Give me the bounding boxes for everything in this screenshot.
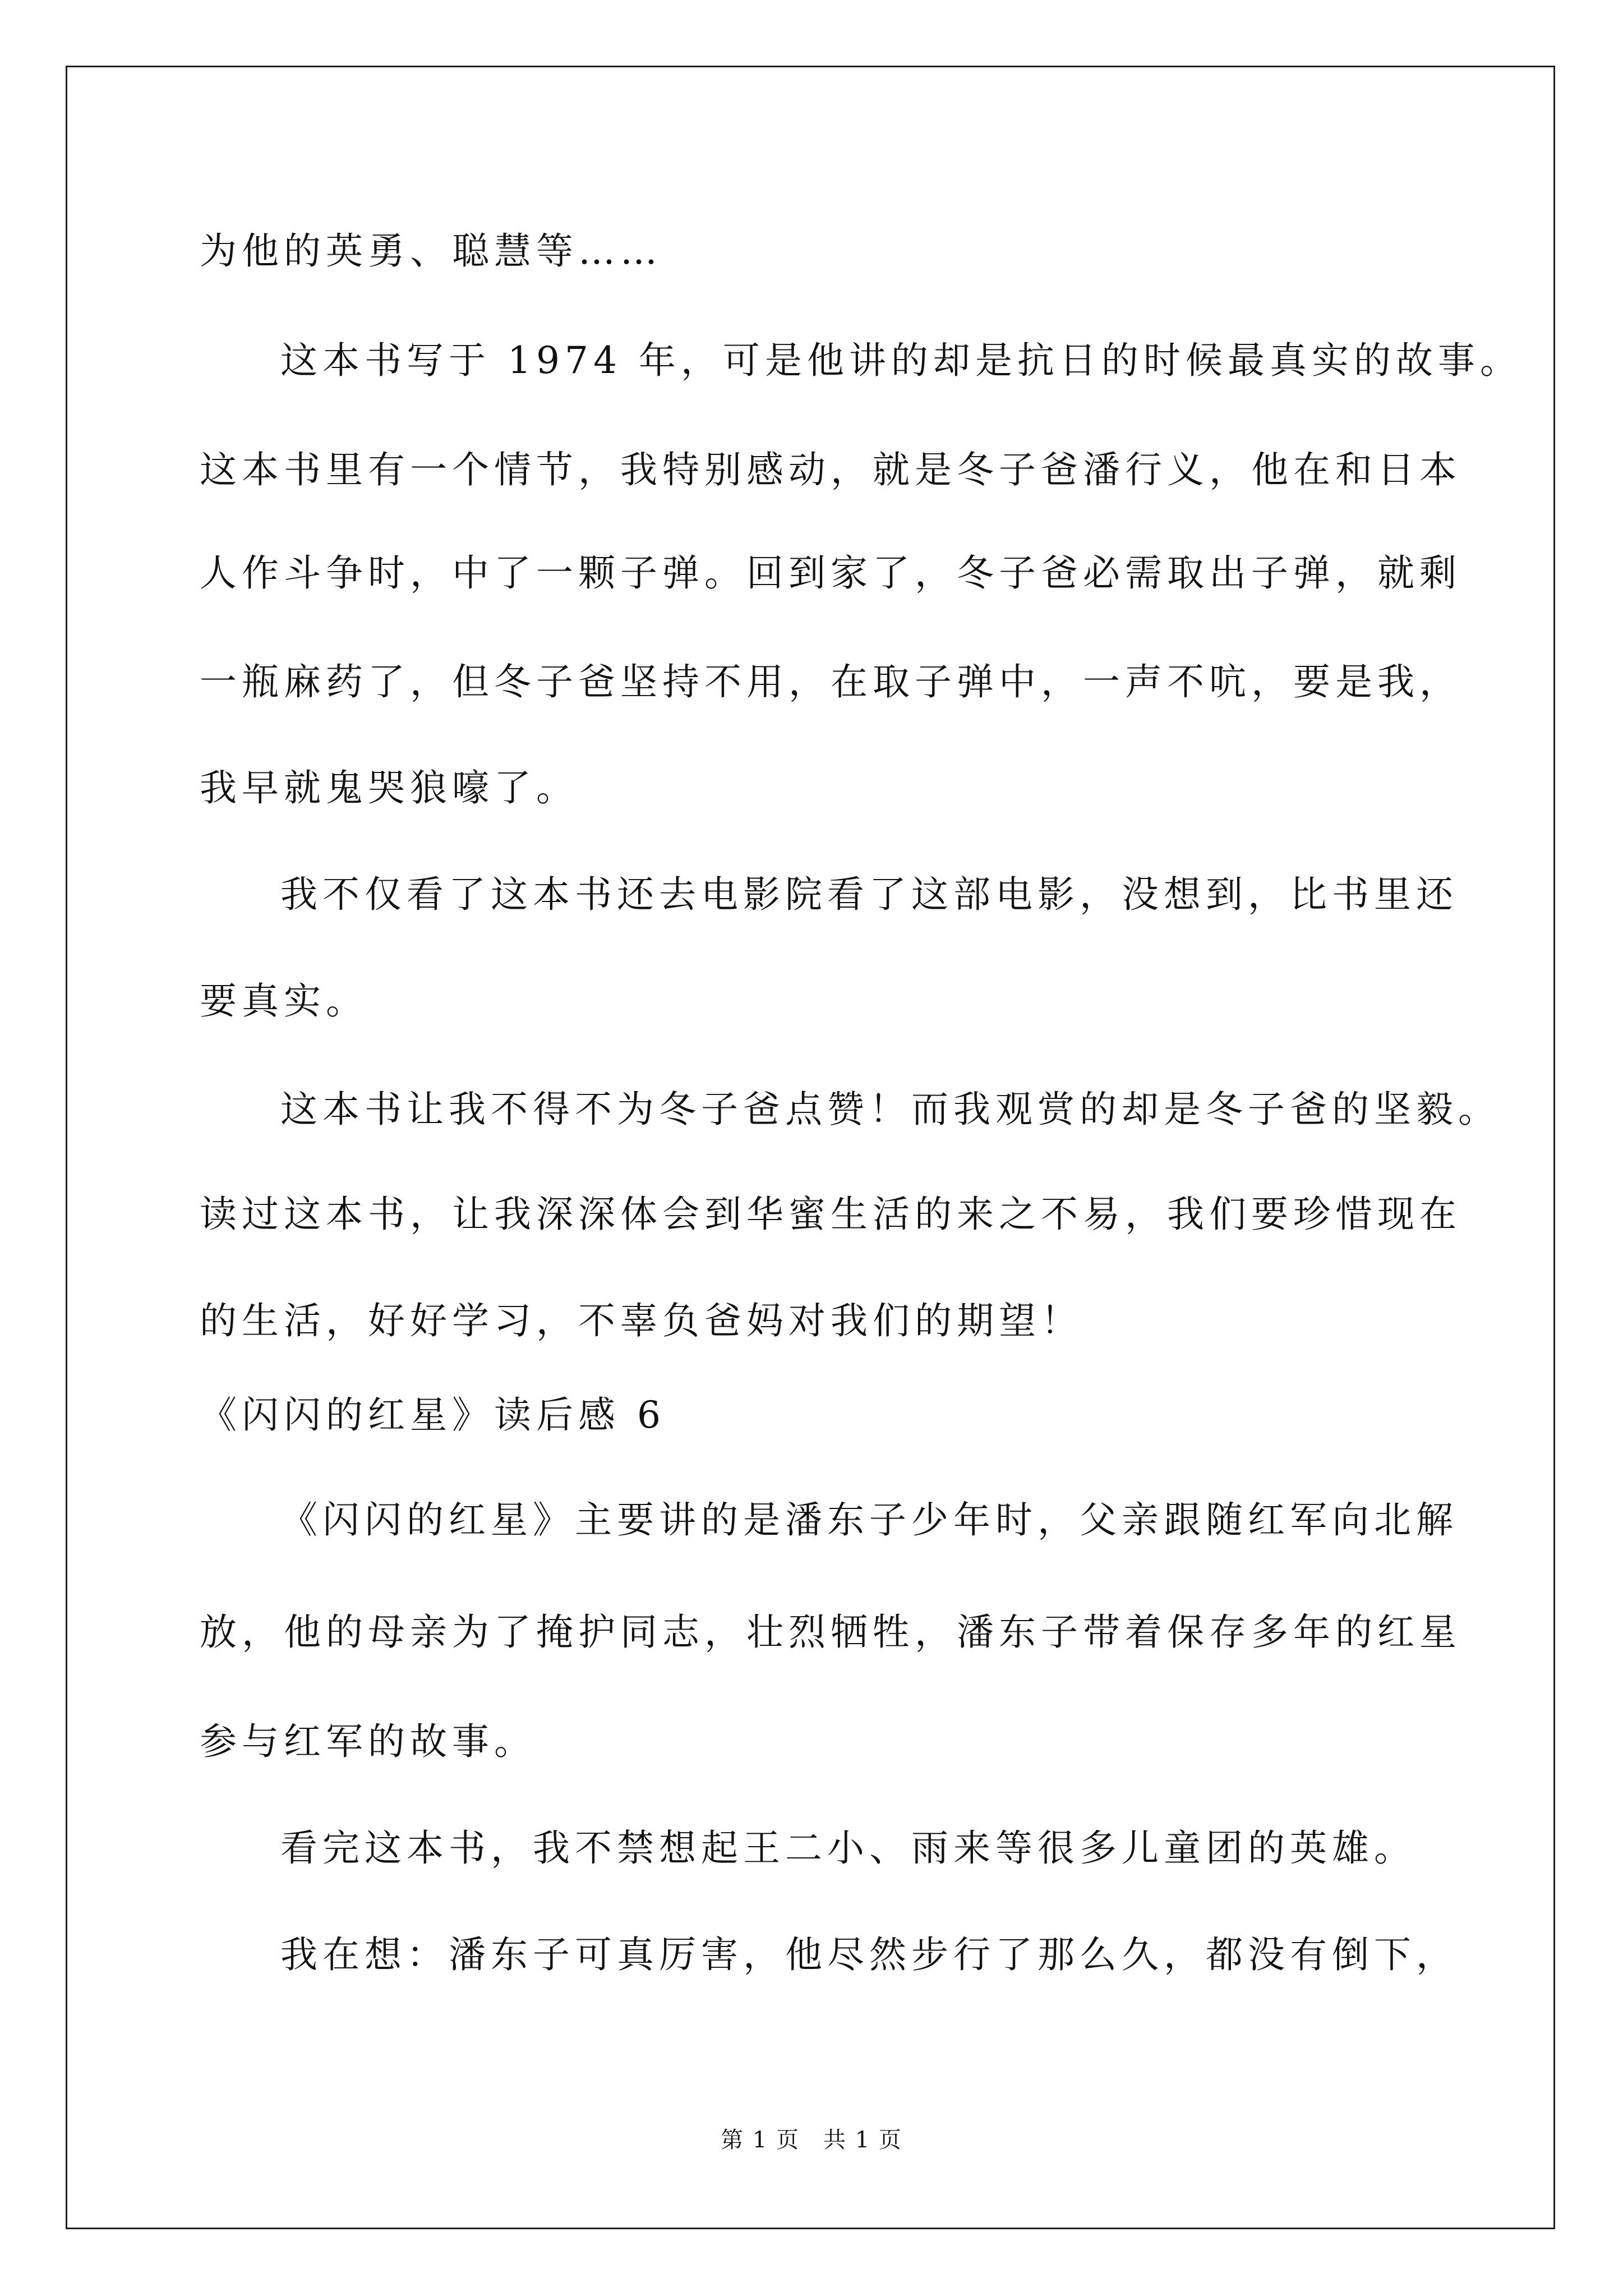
paragraph-first-line: 看完这本书，我不禁想起王二小、雨来等很多儿童团的英雄。	[280, 1826, 1416, 1870]
paragraph-first-line: 我不仅看了这本书还去电影院看了这部电影，没想到，比书里还	[280, 873, 1458, 916]
text-line: 的生活，好好学习，不辜负爸妈对我们的期望！	[200, 1299, 1083, 1342]
text-line: 为他的英勇、聪慧等……	[200, 229, 662, 273]
paragraph-first-line: 这本书让我不得不为冬子爸点赞！而我观赏的却是冬子爸的坚毅。	[280, 1088, 1500, 1131]
paragraph-first-line: 《闪闪的红星》主要讲的是潘东子少年时，父亲跟随红军向北解	[280, 1498, 1458, 1542]
text-line: 这本书里有一个情节，我特别感动，就是冬子爸潘行义，他在和日本	[200, 448, 1461, 491]
text-line: 要真实。	[200, 979, 368, 1023]
text-line: 我早就鬼哭狼嚎了。	[200, 766, 578, 809]
text-line: 参与红军的故事。	[200, 1720, 536, 1763]
text-line: 读过这本书，让我深深体会到华蜜生活的来之不易，我们要珍惜现在	[200, 1193, 1461, 1236]
text-line: 放，他的母亲为了掩护同志，壮烈牺牲，潘东子带着保存多年的红星	[200, 1611, 1461, 1654]
paragraph-first-line: 这本书写于 1974 年，可是他讲的却是抗日的时候最真实的故事。	[280, 339, 1522, 382]
paragraph-first-line: 我在想：潘东子可真厉害，他尽然步行了那么久，都没有倒下，	[280, 1933, 1458, 1976]
page-footer: 第 1 页 共 1 页	[721, 2127, 902, 2153]
text-line: 一瓶麻药了，但冬子爸坚持不用，在取子弹中，一声不吭，要是我，	[200, 660, 1461, 703]
section-heading: 《闪闪的红星》读后感 6	[200, 1393, 666, 1437]
text-line: 人作斗争时，中了一颗子弹。回到家了，冬子爸必需取出子弹，就剩	[200, 551, 1461, 595]
page-border	[66, 66, 1555, 2229]
